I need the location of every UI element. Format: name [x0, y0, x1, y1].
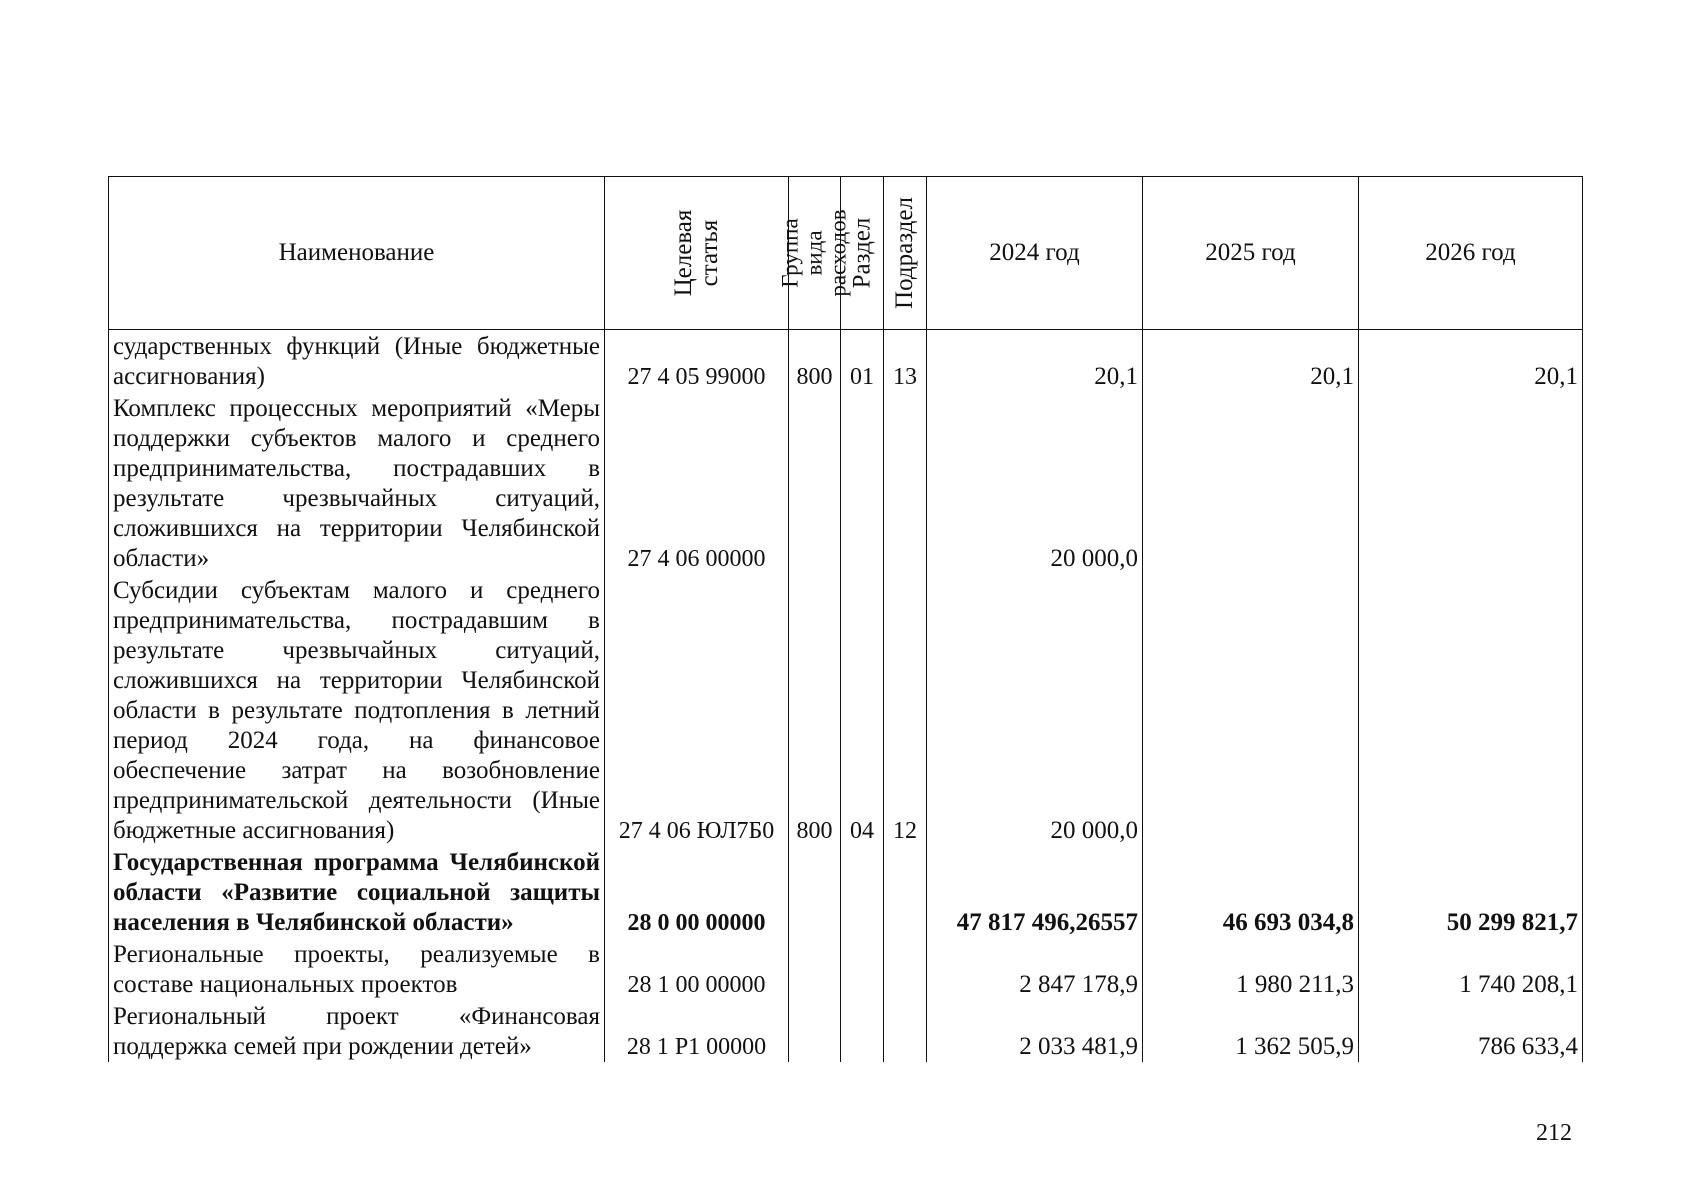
table-row [109, 392, 1583, 574]
row-section [841, 1000, 884, 1062]
row-subsection: 12 [884, 574, 927, 846]
table-row [109, 938, 1583, 1000]
row-subsection [884, 392, 927, 574]
row-section [841, 846, 884, 938]
row-name: Комплекс процессных мероприятий «Меры поддержки субъектов малого и среднего предпринимательства, пострадавших в результате чрезвычайных ситуаций, сложившихся на территории Челябинской области» [109, 392, 605, 574]
table-row [109, 846, 1583, 938]
row-2025: 1 362 505,9 [1143, 1000, 1359, 1062]
page-number: 212 [1536, 1120, 1572, 1146]
row-section: 01 [841, 330, 884, 393]
header-name: Наименование [109, 177, 605, 330]
row-subsection [884, 846, 927, 938]
table-row [109, 574, 1583, 846]
row-group: 800 [789, 574, 841, 846]
row-2025 [1143, 392, 1359, 574]
row-group [789, 938, 841, 1000]
row-name: сударственных функций (Иные бюджетные ассигнования) [109, 330, 605, 393]
row-subsection: 13 [884, 330, 927, 393]
row-section [841, 938, 884, 1000]
row-name: Государственная программа Челябинской области «Развитие социальной защиты населения в Челябинской области» [109, 846, 605, 938]
row-group [789, 1000, 841, 1062]
header-2025: 2025 год [1143, 177, 1359, 330]
row-code: 27 4 06 ЮЛ7Б0 [605, 574, 789, 846]
row-name: Региональный проект «Финансовая поддержка семей при рождении детей» [109, 1000, 605, 1062]
row-2026 [1359, 392, 1583, 574]
row-code: 28 1 00 00000 [605, 938, 789, 1000]
row-section: 04 [841, 574, 884, 846]
row-code: 27 4 05 99000 [605, 330, 789, 393]
row-code: 27 4 06 00000 [605, 392, 789, 574]
table-row [109, 330, 1583, 393]
row-name: Субсидии субъектам малого и среднего предпринимательства, пострадавшим в результате чрезвычайных ситуаций, сложившихся на территории Челябинской области в результате подтопления в летний период 2024 года, на финансовое обеспечение затрат на возобновление предпринимательской деятельности (Иные бюджетные ассигнования) [109, 574, 605, 846]
row-code: 28 1 Р1 00000 [605, 1000, 789, 1062]
header-subsection: Подраздел [884, 177, 927, 330]
row-group [789, 392, 841, 574]
row-2025: 20,1 [1143, 330, 1359, 393]
header-section: Раздел [841, 177, 884, 330]
budget-table-container [108, 176, 1582, 1094]
table-row [109, 1000, 1583, 1062]
row-2024: 20 000,0 [927, 574, 1143, 846]
row-2026: 1 740 208,1 [1359, 938, 1583, 1000]
budget-table [108, 176, 1583, 1062]
row-2024: 47 817 496,26557 [927, 846, 1143, 938]
row-2024: 2 847 178,9 [927, 938, 1143, 1000]
row-2024: 2 033 481,9 [927, 1000, 1143, 1062]
row-subsection [884, 1000, 927, 1062]
row-2024: 20 000,0 [927, 392, 1143, 574]
row-code: 28 0 00 00000 [605, 846, 789, 938]
row-group [789, 846, 841, 938]
row-subsection [884, 938, 927, 1000]
row-2026: 50 299 821,7 [1359, 846, 1583, 938]
header-target-article: Целевая статья [605, 177, 789, 330]
row-name: Региональные проекты, реализуемые в составе национальных проектов [109, 938, 605, 1000]
table-header-row [109, 177, 1583, 330]
row-2026 [1359, 574, 1583, 846]
row-section [841, 392, 884, 574]
row-group: 800 [789, 330, 841, 393]
header-2026: 2026 год [1359, 177, 1583, 330]
header-2024: 2024 год [927, 177, 1143, 330]
row-2025: 1 980 211,3 [1143, 938, 1359, 1000]
row-2024: 20,1 [927, 330, 1143, 393]
header-expense-group: Группа вида расходов [789, 177, 841, 330]
row-2026: 786 633,4 [1359, 1000, 1583, 1062]
row-2026: 20,1 [1359, 330, 1583, 393]
row-2025 [1143, 574, 1359, 846]
row-2025: 46 693 034,8 [1143, 846, 1359, 938]
